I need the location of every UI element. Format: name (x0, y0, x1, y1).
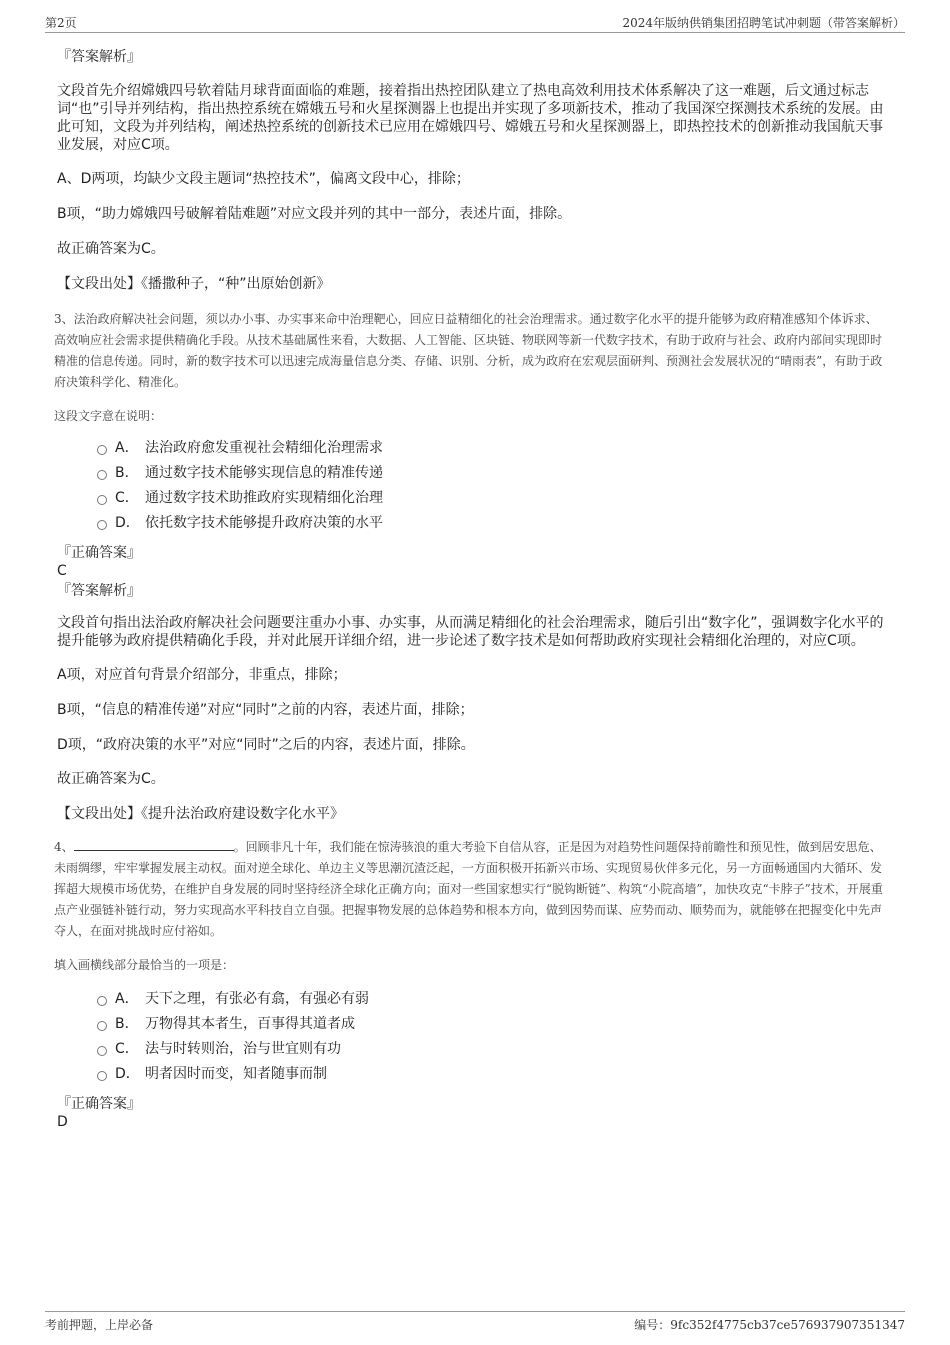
source-citation: 【文段出处】《提升法治政府建设数字化水平》 (57, 806, 344, 822)
analysis-label: 『答案解析』 (57, 583, 141, 599)
page-footer (45, 1311, 905, 1334)
analysis-paragraph: 文段首先介绍嫦娥四号软着陆月球背面面临的难题，接着指出热控团队建立了热电高效利用技术体系解决了这一难题，后文通过标志词“也”引导并列结构，指出热控系统在嫦娥五号和火星探测器上也提出并实现了多项新技术，推动了我国深空探测技术系统的发展。由此可知，文段为并列结构，阐述热控系统的创新技术已应用在嫦娥四号、嫦娥五号和火星探测器上，即热控技术的创新推动我国航天事业发展，对应C项。 (57, 83, 884, 153)
page-header (45, 12, 905, 33)
answer-label: 『正确答案』 (57, 545, 141, 561)
footer-slogan: 考前押题，上岸必备 (45, 1318, 154, 1332)
correct-answer: D (57, 1114, 68, 1130)
option-a[interactable]: A． 法治政府愈发重视社会精细化治理需求 (57, 436, 887, 461)
fill-in-blank (74, 838, 234, 851)
analysis-paragraph: A、D两项，均缺少文段主题词“热控技术”，偏离文段中心，排除； (57, 171, 470, 187)
analysis-label: 『答案解析』 (57, 49, 141, 65)
analysis-paragraph: B项，“助力嫦娥四号破解着陆难题”对应文段并列的其中一部分，表述片面，排除。 (57, 206, 572, 222)
option-b[interactable]: B． 通过数字技术能够实现信息的精准传递 (57, 461, 887, 486)
analysis-paragraph: 故正确答案为C。 (57, 771, 165, 787)
document-code: 编号：9fc352f4775cb37ce576937907351347 (634, 1318, 905, 1332)
option-d[interactable]: D． 依托数字技术能够提升政府决策的水平 (57, 511, 887, 536)
question-4-options (57, 987, 887, 1087)
source-citation: 【文段出处】《播撒种子，“种”出原始创新》 (57, 276, 331, 292)
document-title: 2024年版纳供销集团招聘笔试冲刺题（带答案解析） (622, 16, 905, 30)
radio-button[interactable] (97, 470, 107, 480)
option-c[interactable]: C． 通过数字技术助推政府实现精细化治理 (57, 486, 887, 511)
correct-answer: C (57, 563, 67, 579)
radio-button[interactable] (97, 495, 107, 505)
question-3-options (57, 436, 887, 536)
analysis-paragraph: 故正确答案为C。 (57, 241, 165, 257)
analysis-paragraph: B项，“信息的精准传递”对应“同时”之前的内容，表述片面，排除； (57, 702, 474, 718)
question-3-text: 3、法治政府解决社会问题，须以办小事、办实事来命中治理靶心，回应日益精细化的社会治理需求。通过数字化水平的提升能够为政府精准感知个体诉求、高效响应社会需求提供精确化手段。从技术基础属性来看，大数据、人工智能、区块链、物联网等新一代数字技术，有助于政府与社会、政府内部间实现即时精准的信息传递。同时，新的数字技术可以迅速完成海量信息分类、存储、识别、分析，成为政府在宏观层面研判、预测社会发展状况的“晴雨表”，有助于政府决策科学化、精准化。 (54, 312, 883, 389)
question-4-prompt: 填入画横线部分最恰当的一项是： (54, 958, 235, 972)
radio-button[interactable] (97, 996, 107, 1006)
page-content (54, 44, 887, 1131)
radio-button[interactable] (97, 1071, 107, 1081)
radio-button[interactable] (97, 1046, 107, 1056)
question-4-text: 4、 。回顾非凡十年，我们能在惊涛骇浪的重大考验下自信从容，正是因为对趋势性问题保持前瞻性和预见性，做到居安思危、未雨绸缪，牢牢掌握发展主动权。面对逆全球化、单边主义等思潮沉渣泛起，一方面积极开拓新兴市场、实现贸易伙伴多元化，另一方面畅通国内大循环、发挥超大规模市场优势，在维护自身发展的同时坚持经济全球化正确方向；面对一些国家想实行“脱钩断链”、构筑“小院高墙”，加快攻克“卡脖子”技术，开展重点产业强链补链行动，努力实现高水平科技自立自强。把握事物发展的总体趋势和根本方向，做到因势而谋、应势而动、顺势而为，就能够在把握变化中先声夺人，在面对挑战时应付裕如。 (54, 840, 883, 938)
analysis-paragraph: 文段首句指出法治政府解决社会问题要注重办小事、办实事，从而满足精细化的社会治理需求，随后引出“数字化”，强调数字化水平的提升能够为政府提供精确化手段，并对此展开详细介绍，进一步论述了数字技术是如何帮助政府实现社会精细化治理的，对应C项。 (57, 615, 884, 649)
answer-label: 『正确答案』 (57, 1096, 141, 1112)
option-d[interactable]: D． 明者因时而变，知者随事而制 (57, 1062, 887, 1087)
radio-button[interactable] (97, 445, 107, 455)
option-b[interactable]: B． 万物得其本者生，百事得其道者成 (57, 1012, 887, 1037)
question-4-number: 4、 (54, 840, 74, 854)
option-a[interactable]: A． 天下之理，有张必有翕，有强必有弱 (57, 987, 887, 1012)
radio-button[interactable] (97, 520, 107, 530)
analysis-paragraph: A项，对应首句背景介绍部分，非重点，排除； (57, 667, 347, 683)
analysis-paragraph: D项，“政府决策的水平”对应“同时”之后的内容，表述片面，排除。 (57, 737, 475, 753)
question-3-prompt: 这段文字意在说明： (54, 409, 163, 423)
page-number: 第2页 (45, 16, 77, 30)
option-c[interactable]: C． 法与时转则治，治与世宜则有功 (57, 1037, 887, 1062)
radio-button[interactable] (97, 1021, 107, 1031)
